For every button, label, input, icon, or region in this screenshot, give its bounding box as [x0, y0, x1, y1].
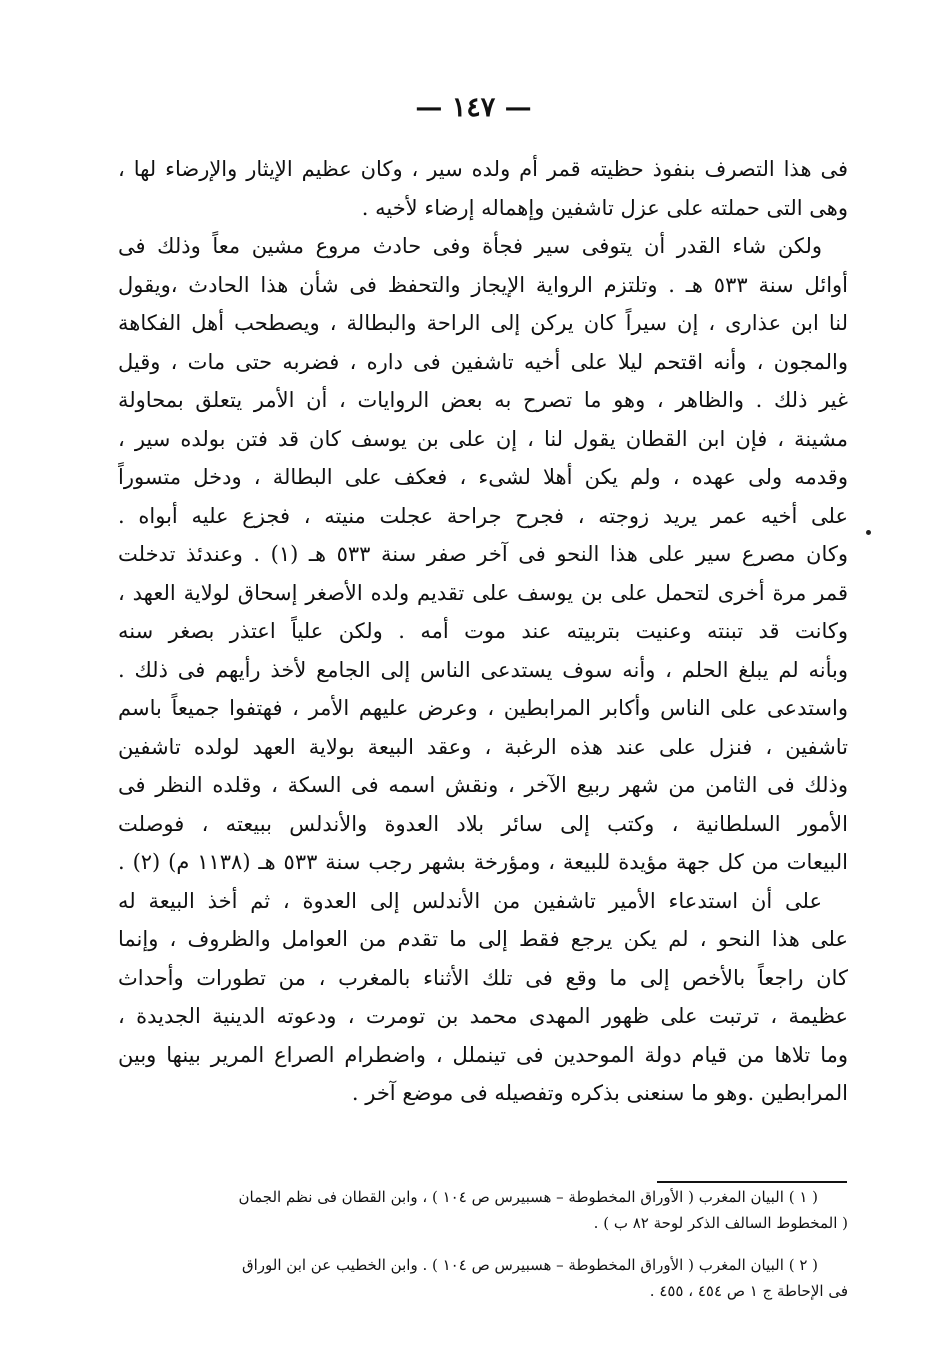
footnote-line: ( ١ ) البيان المغرب ( الأوراق المخطوطة – هسبيرس ص ١٠٤ ) ، وابن القطان فى نظم الجمان	[238, 1188, 818, 1206]
text-line: وكانت قد تبنته وعنيت بتربيته عند موت أمه . ولكن علياً اعتذر بصغر سنه	[118, 619, 848, 643]
text-line: مشينة ، فإن ابن القطان يقول لنا ، إن على بن يوسف كان قد فتن بولده سير ،	[118, 426, 848, 451]
footnote-separator	[657, 1181, 847, 1183]
text-line: كان راجعاً بالأخص إلى ما وقع فى تلك الأثناء بالمغرب ، من تطورات وأحداث	[118, 965, 848, 990]
text-line: والمجون ، وأنه اقتحم ليلا على أخيه تاشفين فى داره ، فضربه حتى مات ، وقيل	[118, 349, 848, 374]
text-line: المرابطين .وهو ما سنعنى بذكره وتفصيله فى موضع آخر .	[351, 1081, 848, 1105]
text-line: وبأنه لم يبلغ الحلم ، وأنه سوف يستدعى الناس إلى الجامع لأخذ رأيهم فى ذلك .	[118, 657, 848, 682]
text-line: وهى التى حملته على عزل تاشفين وإهماله إرضاء لأخيه .	[361, 195, 848, 220]
page-number: — ١٤٧ —	[415, 92, 532, 123]
text-line: قمر مرة أخرى لتحمل على بن يوسف على تقديم ولده الأصغر إسحاق لولاية العهد ،	[118, 580, 848, 605]
text-line: على أخيه عمر يريد زوجته ، فجرح جراحة عجلت منيته ، فجزع عليه أبواه .	[118, 503, 848, 528]
text-line: على أن استدعاء الأمير تاشفين من الأندلس إلى العدوة ، ثم أخذ البيعة له	[118, 888, 822, 913]
text-line: فى هذا التصرف بنفوذ حظيته قمر أم ولده سير ، وكان عظيم الإيثار والإرضاء لها ،	[118, 157, 848, 181]
text-line: تاشفين ، فنزل على عند هذه الرغبة ، وعقد البيعة بولاية العهد لولده تاشفين	[118, 734, 848, 759]
footnotes	[118, 1184, 848, 1304]
body-text	[118, 150, 848, 1113]
text-line: الأمور السلطانية ، وكتب إلى سائر بلاد العدوة والأندلس ببيعته ، فوصلت	[118, 811, 848, 836]
text-line: عظيمة ، ترتبت على ظهور المهدى محمد بن تومرت ، ودعوته الدينية الجديدة ،	[118, 1004, 848, 1028]
text-line: وكان مصرع سير على هذا النحو فى آخر صفر سنة ٥٣٣ هـ (١) . وعندئذ تدخلت	[118, 542, 848, 566]
text-line: لنا ابن عذارى ، إن سيراً كان يركن إلى الراحة والبطالة ، ويصطحب أهل الفكاهة	[118, 311, 848, 335]
text-line: ولكن شاء القدر أن يتوفى سير فجأة وفى حادث مروع مشين معاً وذلك فى	[118, 234, 822, 258]
margin-dot	[866, 530, 871, 535]
text-line: غير ذلك . والظاهر ، وهو ما تصرح به بعض الروايات ، أن الأمر يتعلق بمحاولة	[118, 388, 848, 412]
text-line: واستدعى على الناس وأكابر المرابطين ، وعرض عليهم الأمر ، فهتفوا جميعاً باسم	[118, 696, 848, 720]
text-line: وما تلاها من قيام دولة الموحدين فى تينملل ، واضطرام الصراع المرير بينها وبين	[118, 1042, 848, 1067]
footnote-line: ( ٢ ) البيان المغرب ( الأوراق المخطوطة – هسبيرس ص ١٠٤ ) . وابن الخطيب عن ابن الوراق	[241, 1256, 818, 1274]
footnote-line: فى الإحاطة ج ١ ص ٤٥٤ ، ٤٥٥ .	[649, 1282, 848, 1300]
text-line: أوائل سنة ٥٣٣ هـ . وتلتزم الرواية الإيجاز والتحفظ فى شأن هذا الحادث ،ويقول	[118, 272, 848, 297]
text-line: على هذا النحو ، لم يكن يرجع فقط إلى ما تقدم من العوامل والظروف ، وإنما	[118, 927, 848, 951]
text-line: وذلك فى الثامن من شهر ربيع الآخر ، ونقش اسمه فى السكة ، وقلده النظر فى	[118, 773, 848, 797]
text-line: البيعات من كل جهة مؤيدة للبيعة ، ومؤرخة بشهر رجب سنة ٥٣٣ هـ (١١٣٨ م) (٢) .	[118, 850, 848, 874]
text-line: وقدمه ولى عهده ، ولم يكن أهلا لشىء ، فعكف على البطالة ، ودخل متسوراً	[118, 465, 848, 489]
footnote-line: ( المخطوط السالف الذكر لوحة ٨٢ ب ) .	[593, 1214, 848, 1232]
